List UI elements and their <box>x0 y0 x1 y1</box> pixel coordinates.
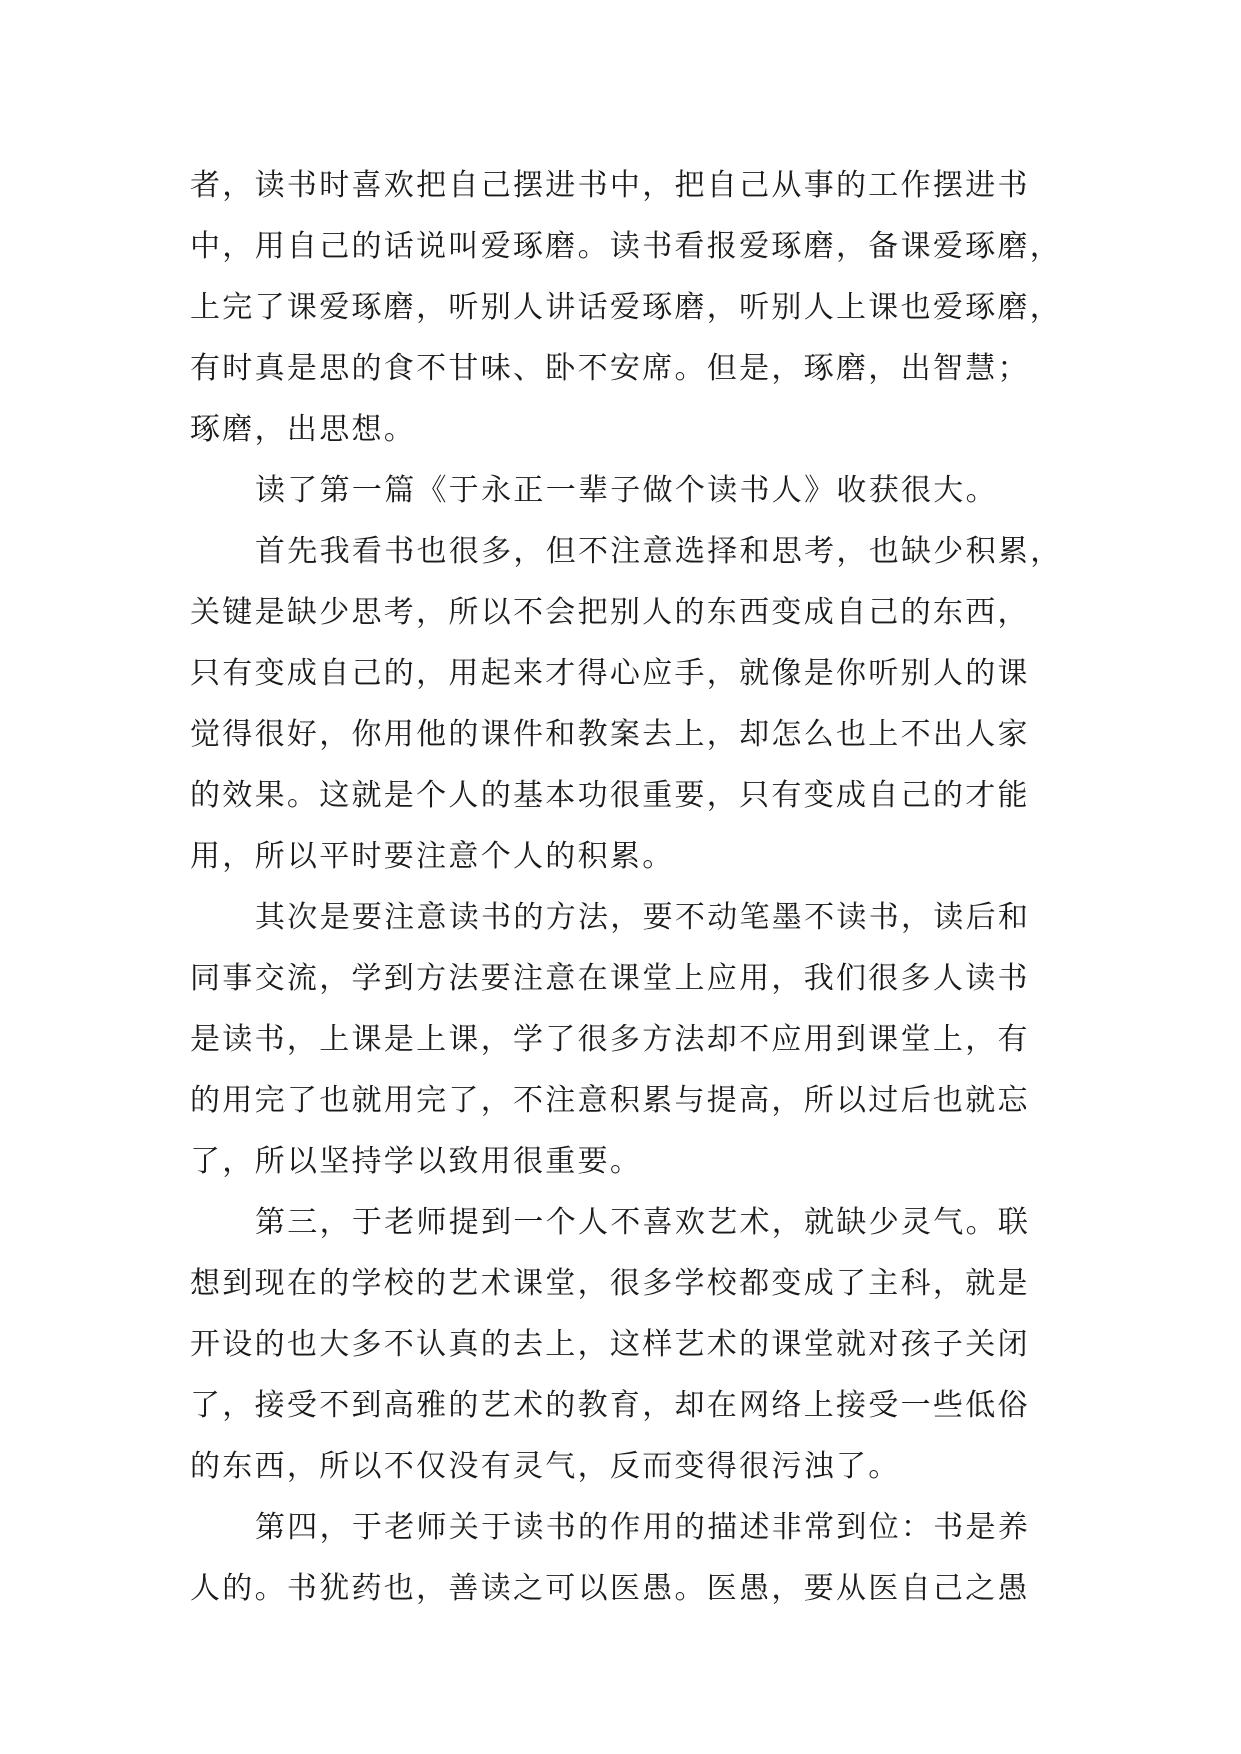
text-line: 上完了课爱琢磨，听别人讲话爱琢磨，听别人上课也爱琢磨， <box>190 290 1063 325</box>
paragraph-first-line: 其次是要注意读书的方法，要不动笔墨不读书，读后和 <box>255 900 1031 935</box>
text-line: 想到现在的学校的艺术课堂，很多学校都变成了主科，就是 <box>190 1266 1030 1301</box>
text-line: 人的。书犹药也，善读之可以医愚。医愚，要从医自己之愚 <box>190 1571 1030 1606</box>
text-line: 同事交流，学到方法要注意在课堂上应用，我们很多人读书 <box>190 961 1030 996</box>
text-line: 了，所以坚持学以致用很重要。 <box>190 1144 643 1179</box>
text-line: 者，读书时喜欢把自己摆进书中，把自己从事的工作摆进书 <box>190 168 1030 203</box>
paragraph-first-line: 第四，于老师关于读书的作用的描述非常到位：书是养 <box>255 1510 1031 1545</box>
body-text <box>190 155 1070 1619</box>
paragraph-first-line: 第三，于老师提到一个人不喜欢艺术，就缺少灵气。联 <box>255 1205 1031 1240</box>
text-line: 了，接受不到高雅的艺术的教育，却在网络上接受一些低俗 <box>190 1388 1030 1423</box>
text-line: 的效果。这就是个人的基本功很重要，只有变成自己的才能 <box>190 778 1030 813</box>
text-line: 用，所以平时要注意个人的积累。 <box>190 839 675 874</box>
paragraph-first-line: 读了第一篇《于永正一辈子做个读书人》收获很大。 <box>255 473 998 508</box>
text-line: 有时真是思的食不甘味、卧不安席。但是，琢磨，出智慧； <box>190 351 1030 386</box>
text-line: 关键是缺少思考，所以不会把别人的东西变成自己的东西， <box>190 595 1030 630</box>
text-line: 开设的也大多不认真的去上，这样艺术的课堂就对孩子关闭 <box>190 1327 1030 1362</box>
text-line: 琢磨，出思想。 <box>190 412 417 447</box>
text-line: 觉得很好，你用他的课件和教案去上，却怎么也上不出人家 <box>190 717 1030 752</box>
text-line: 是读书，上课是上课，学了很多方法却不应用到课堂上，有 <box>190 1022 1030 1057</box>
text-line: 只有变成自己的，用起来才得心应手，就像是你听别人的课 <box>190 656 1030 691</box>
paragraph-first-line: 首先我看书也很多，但不注意选择和思考，也缺少积累， <box>255 534 1063 569</box>
text-line: 的用完了也就用完了，不注意积累与提高，所以过后也就忘 <box>190 1083 1030 1118</box>
text-line: 中，用自己的话说叫爱琢磨。读书看报爱琢磨，备课爱琢磨， <box>190 229 1063 264</box>
text-line: 的东西，所以不仅没有灵气，反而变得很污浊了。 <box>190 1449 901 1484</box>
